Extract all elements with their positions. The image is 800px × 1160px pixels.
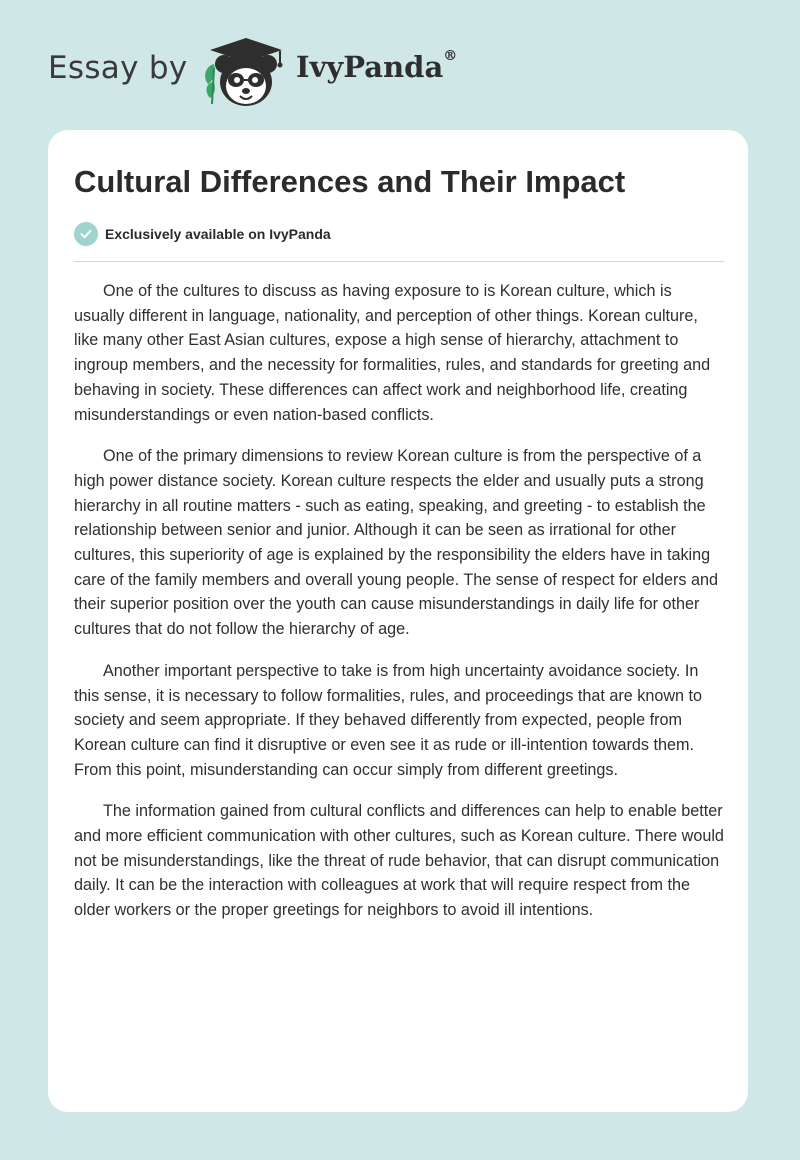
brand-name (296, 50, 457, 84)
badge-label: Exclusively available on IvyPanda (105, 226, 331, 242)
exclusive-badge (74, 222, 331, 246)
brand-prefix: Essay by (48, 50, 188, 86)
paragraph: One of the primary dimensions to review Korean culture is from the perspective of a high power distance society. Korean culture respects the elder and usually puts a strong hierarchy in all routine matters - such as eating, speaking, and greeting - to establish the relationship between senior and junior. Although it can be seen as irrational for other cultures, this superiority of age is explained by the responsibility the elders have in taking care of the family members and overall young people. The sense of respect for elders and their superior position over the youth can cause misunderstandings in daily life for other cultures that do not follow the hierarchy of age. (74, 447, 718, 639)
essay-card (48, 130, 748, 1112)
divider (74, 261, 724, 262)
registered-mark: ® (443, 48, 458, 64)
page-title: Cultural Differences and Their Impact (74, 164, 626, 199)
brand-header[interactable] (48, 32, 508, 112)
essay-body (74, 279, 726, 940)
leaf-icon (205, 64, 215, 104)
paragraph: One of the cultures to discuss as having exposure to is Korean culture, which is usually different in language, nationality, and perception of other things. Korean culture, like many other East Asian cultures, expose a high sense of hierarchy, attachment to ingroup members, and the necessity for formalities, rules, and standards for greeting and behaving in society. These differences can affect work and neighborhood life, creating misunderstandings or even nation-based conflicts. (74, 282, 711, 424)
paragraph: Another important perspective to take is from high uncertainty avoidance society. In this sense, it is necessary to follow formalities, rules, and proceedings that are known to society and seem appropriate. If they behaved differently from expected, people from Korean culture can find it disruptive or even see it as rude or ill-intention towards them. From this point, misunderstanding can occur simply from different greetings. (74, 661, 703, 779)
panda-graduation-cap-icon (200, 34, 290, 110)
brand-name-text: IvyPanda (296, 50, 444, 84)
paragraph: The information gained from cultural conflicts and differences can help to enable better and more efficient communication with other cultures, such as Korean culture. There would not be misunderstandings, like the threat of rude behavior, that can disrupt communication daily. It can be the interaction with colleagues at work that will require respect from the older workers or the proper greetings for neighbors to avoid ill intentions. (74, 802, 724, 920)
check-circle-icon (74, 222, 98, 246)
